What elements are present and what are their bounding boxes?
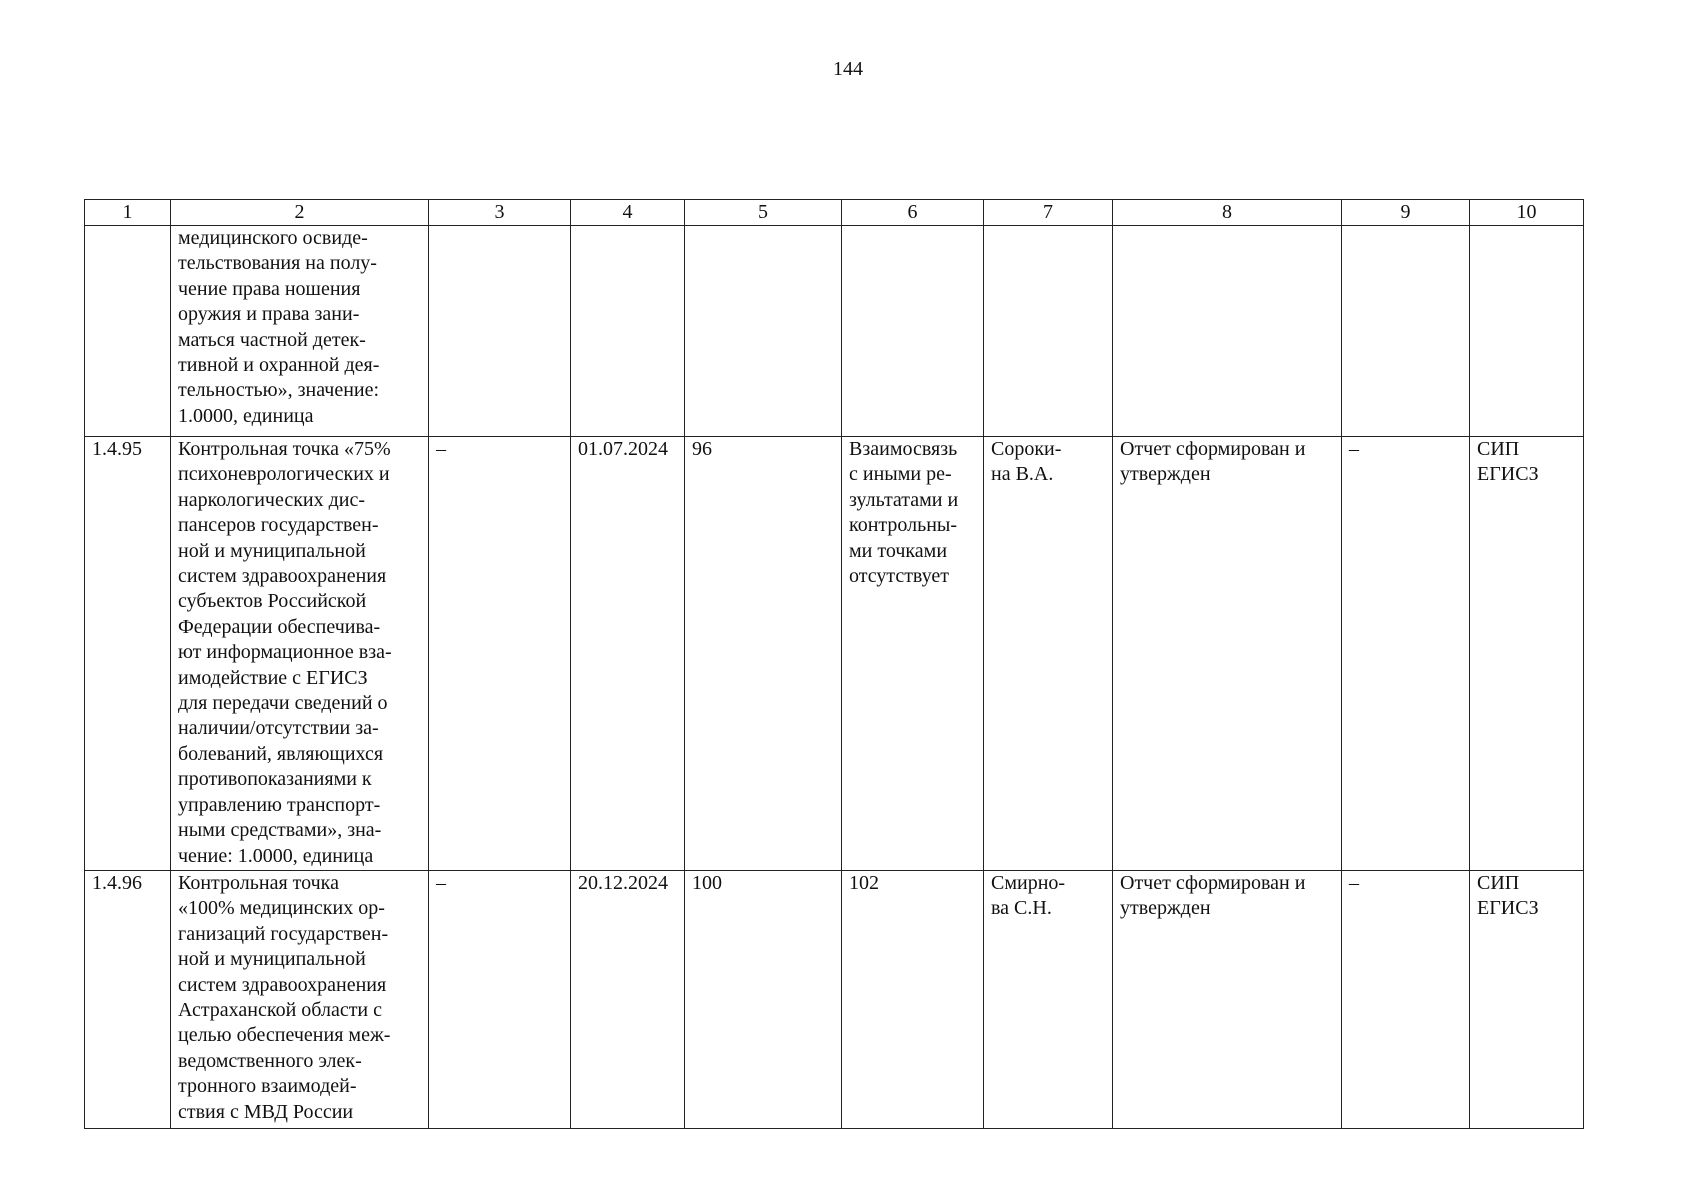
table-row-1-4-96 xyxy=(85,871,1584,1129)
column-header-5: 5 xyxy=(685,200,842,226)
cell-result: Отчет сформирован и утвержден xyxy=(1113,871,1342,1129)
cell-date: 20.12.2024 xyxy=(571,871,685,1129)
column-header-1: 1 xyxy=(85,200,171,226)
cell-date xyxy=(571,226,685,437)
cell-system: СИП ЕГИСЗ xyxy=(1470,437,1584,871)
cell-result: Отчет сформирован и утвержден xyxy=(1113,437,1342,871)
cell-col9 xyxy=(1342,226,1470,437)
column-header-4: 4 xyxy=(571,200,685,226)
cell-system xyxy=(1470,226,1584,437)
table-header-row xyxy=(85,200,1584,226)
cell-col5: 96 xyxy=(685,437,842,871)
cell-date: 01.07.2024 xyxy=(571,437,685,871)
cell-col5 xyxy=(685,226,842,437)
column-header-2: 2 xyxy=(171,200,429,226)
column-header-8: 8 xyxy=(1113,200,1342,226)
column-header-10: 10 xyxy=(1470,200,1584,226)
cell-responsible: Сороки- на В.А. xyxy=(984,437,1113,871)
cell-relation: Взаимосвязь с иными ре- зультатами и контрольны- ми точками отсутствует xyxy=(842,437,984,871)
table-row-continuation xyxy=(85,226,1584,437)
cell-col3: – xyxy=(429,437,571,871)
cell-responsible xyxy=(984,226,1113,437)
cell-description: Контрольная точка «75% психоневрологических и наркологических дис- пансеров государствен- ной и муниципальной систем здравоохранения субъектов Российской Федерации обеспечива- ют информационное вза- имодействие с ЕГИСЗ для передачи сведений о наличии/отсутствии за- болеваний, являющихся противопоказаниями к управлению транспорт- ными средствами», зна- чение: 1.0000, единица xyxy=(171,437,429,871)
cell-number: 1.4.95 xyxy=(85,437,171,871)
cell-description: Контрольная точка «100% медицинских ор- ганизаций государствен- ной и муниципальной систем здравоохранения Астраханской области с целью обеспечения меж- ведомственного элек- тронного взаимодей- ствия с МВД России xyxy=(171,871,429,1129)
cell-col9: – xyxy=(1342,437,1470,871)
table-row-1-4-95 xyxy=(85,437,1584,871)
page-number: 144 xyxy=(833,58,863,80)
cell-relation xyxy=(842,226,984,437)
cell-col3 xyxy=(429,226,571,437)
cell-number: 1.4.96 xyxy=(85,871,171,1129)
column-header-9: 9 xyxy=(1342,200,1470,226)
cell-number xyxy=(85,226,171,437)
cell-col3: – xyxy=(429,871,571,1129)
cell-description: медицинского освиде- тельствования на полу- чение права ношения оружия и права зани- маться частной детек- тивной и охранной дея- тельностью», значение: 1.0000, единица xyxy=(171,226,429,437)
cell-result xyxy=(1113,226,1342,437)
column-header-7: 7 xyxy=(984,200,1113,226)
cell-system: СИП ЕГИСЗ xyxy=(1470,871,1584,1129)
column-header-6: 6 xyxy=(842,200,984,226)
cell-col9: – xyxy=(1342,871,1470,1129)
control-points-table xyxy=(84,199,1584,1129)
column-header-3: 3 xyxy=(429,200,571,226)
cell-relation: 102 xyxy=(842,871,984,1129)
cell-col5: 100 xyxy=(685,871,842,1129)
cell-responsible: Смирно- ва С.Н. xyxy=(984,871,1113,1129)
